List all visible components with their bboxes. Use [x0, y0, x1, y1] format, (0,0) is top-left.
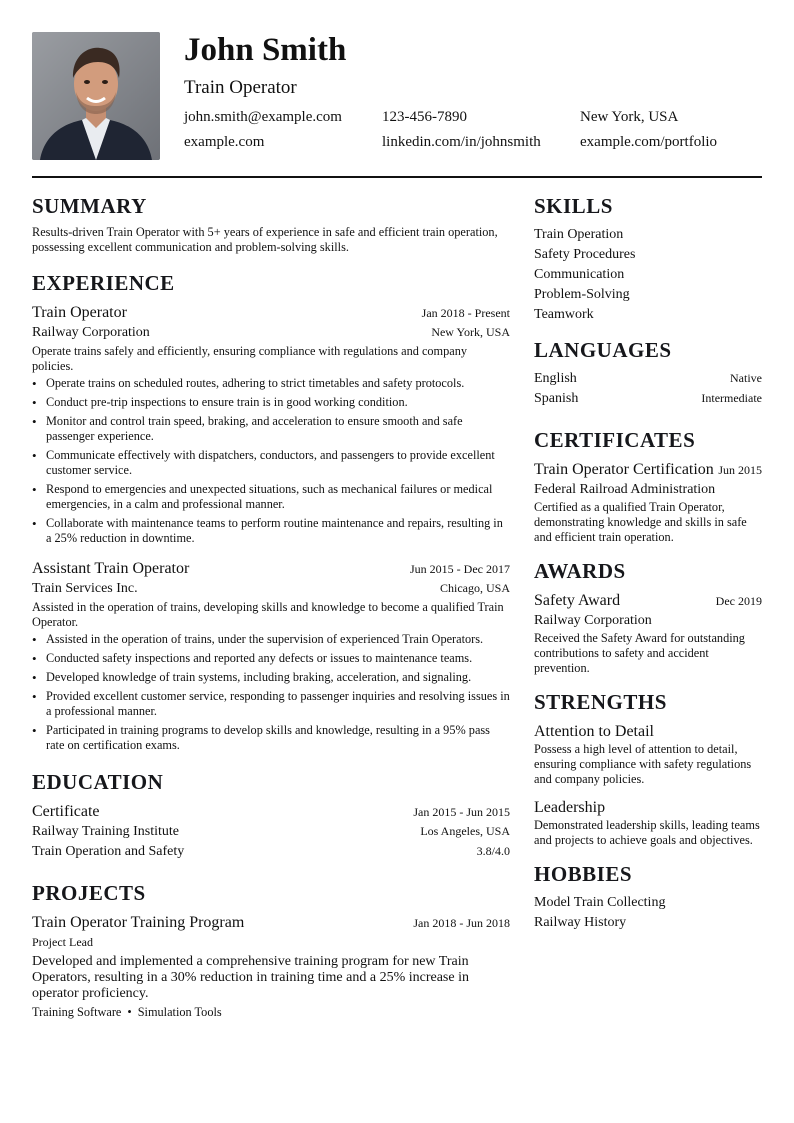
- list-item: • Operate trains on scheduled routes, adhering to strict timetables and safety protocols.: [32, 376, 510, 391]
- summary-text: Results-driven Train Operator with 5+ years of experience in safe and efficient train operation, possessing excellent communication and problem-solving skills.: [32, 225, 498, 254]
- list-item: • Collaborate with maintenance teams to perform routine maintenance and repairs, resulting in a 25% reduction in downtime.: [32, 516, 510, 546]
- contact-location: New York, USA: [580, 109, 679, 125]
- list-item: • Provided excellent customer service, responding to passenger inquiries and resolving issues in a professional manner.: [32, 689, 510, 719]
- strength-name: Leadership: [534, 799, 606, 816]
- award-name: Safety Award: [534, 592, 621, 609]
- job-role: Assistant Train Operator: [32, 560, 190, 577]
- project-dates: Jan 2018 - Jun 2018: [413, 916, 510, 930]
- education-entry: [32, 801, 510, 862]
- language-level: Native: [730, 371, 762, 385]
- job-location: New York, USA: [431, 325, 510, 339]
- hobbies-heading: HOBBIES: [534, 862, 633, 886]
- education-degree: Certificate: [32, 803, 100, 820]
- profile-photo: [32, 32, 160, 160]
- language-row: [534, 369, 762, 389]
- education-dates: Jan 2015 - Jun 2015: [413, 805, 510, 819]
- skills-heading: SKILLS: [534, 194, 613, 218]
- experience-heading: EXPERIENCE: [32, 271, 175, 295]
- job-bullets: [32, 632, 510, 753]
- job-location: Chicago, USA: [440, 581, 510, 595]
- award-issuer: Railway Corporation: [534, 613, 652, 628]
- hobby-item: Model Train Collecting: [534, 895, 666, 910]
- job-dates: Jun 2015 - Dec 2017: [410, 562, 510, 576]
- project-tag: Training Software: [32, 1005, 122, 1019]
- job-role: Train Operator: [32, 304, 127, 321]
- job-entry: [32, 558, 510, 753]
- list-item: • Communicate effectively with dispatchers, conductors, and passengers to provide excellent customer service.: [32, 448, 510, 478]
- job-company: Railway Corporation: [32, 325, 150, 340]
- header-divider: [32, 176, 762, 178]
- education-field: Train Operation and Safety: [32, 844, 185, 859]
- summary-heading: SUMMARY: [32, 194, 147, 218]
- left-column: [32, 193, 510, 1020]
- candidate-name: John Smith: [184, 32, 347, 68]
- strength-name: Attention to Detail: [534, 723, 654, 740]
- hobbies-list: [534, 893, 762, 933]
- job-bullets: [32, 376, 510, 546]
- contact-linkedin[interactable]: linkedin.com/in/johnsmith: [382, 134, 541, 150]
- projects-heading: PROJECTS: [32, 881, 146, 905]
- right-column: [534, 193, 762, 933]
- language-row: [534, 389, 762, 409]
- certificate-name: Train Operator Certification: [534, 461, 714, 478]
- project-description: Developed and implemented a comprehensive training program for new Train Operators, resulting in a 30% reduction in training time and a 25% increase in operator proficiency.: [32, 954, 469, 1001]
- certificate-description: Certified as a qualified Train Operator, demonstrating knowledge and skills in safe and efficient train operation.: [534, 500, 747, 544]
- education-gpa: 3.8/4.0: [476, 844, 510, 858]
- language-level: Intermediate: [701, 391, 762, 405]
- job-company: Train Services Inc.: [32, 581, 138, 596]
- award-date: Dec 2019: [715, 594, 762, 608]
- strength-description: Possess a high level of attention to detail, ensuring compliance with safety regulations and company policies.: [534, 742, 752, 786]
- education-heading: EDUCATION: [32, 770, 164, 794]
- hobby-item: Railway History: [534, 915, 627, 930]
- list-item: • Monitor and control train speed, braking, and acceleration to ensure smooth and safe passenger experience.: [32, 414, 510, 444]
- avatar-illustration: [32, 32, 160, 160]
- project-role: Project Lead: [32, 935, 93, 949]
- contact-info: [184, 108, 764, 151]
- skill-item: Safety Procedures: [534, 247, 636, 262]
- contact-portfolio[interactable]: example.com/portfolio: [580, 134, 718, 150]
- list-item: • Conducted safety inspections and reported any defects or issues to maintenance teams.: [32, 651, 510, 666]
- list-item: • Respond to emergencies and unexpected situations, such as mechanical failures or medical emergencies, in a calm and professional manner.: [32, 482, 510, 512]
- award-description: Received the Safety Award for outstanding contributions to safety and accident prevention.: [534, 631, 745, 675]
- award-entry: [534, 590, 762, 676]
- contact-email[interactable]: john.smith@example.com: [184, 109, 342, 125]
- project-tags: [32, 1005, 510, 1020]
- skills-list: [534, 225, 762, 325]
- project-tag: Simulation Tools: [137, 1005, 222, 1019]
- awards-heading: AWARDS: [534, 559, 626, 583]
- contact-phone: 123-456-7890: [382, 109, 467, 125]
- job-entry: [32, 302, 510, 546]
- list-item: • Assisted in the operation of trains, under the supervision of experienced Train Operators.: [32, 632, 510, 647]
- project-name: Train Operator Training Program: [32, 914, 245, 931]
- certificates-heading: CERTIFICATES: [534, 428, 696, 452]
- list-item: • Conduct pre-trip inspections to ensure train is in good working condition.: [32, 395, 510, 410]
- job-description: Assisted in the operation of trains, developing skills and knowledge to become a qualified Train Operator.: [32, 600, 504, 629]
- project-entry: [32, 912, 510, 1020]
- certificate-date: Jun 2015: [718, 463, 762, 477]
- list-item: • Developed knowledge of train systems, including braking, acceleration, and signaling.: [32, 670, 510, 685]
- languages-heading: LANGUAGES: [534, 338, 672, 362]
- strength-description: Demonstrated leadership skills, leading teams and projects to achieve goals and objectives.: [534, 818, 760, 847]
- languages-list: [534, 369, 762, 409]
- contact-website[interactable]: example.com: [184, 134, 265, 150]
- list-item: • Participated in training programs to develop skills and knowledge, resulting in a 95% pass rate on certification exams.: [32, 723, 510, 753]
- strength-entry: [534, 721, 762, 787]
- strength-entry: [534, 797, 762, 848]
- job-description: Operate trains safely and efficiently, ensuring compliance with regulations and company policies.: [32, 344, 468, 373]
- education-location: Los Angeles, USA: [420, 824, 510, 838]
- certificate-issuer: Federal Railroad Administration: [534, 482, 716, 497]
- skill-item: Communication: [534, 267, 625, 282]
- education-school: Railway Training Institute: [32, 824, 179, 839]
- language-name: English: [534, 371, 577, 386]
- skill-item: Teamwork: [534, 307, 594, 322]
- certificate-entry: [534, 459, 762, 545]
- language-name: Spanish: [534, 391, 579, 406]
- skill-item: Train Operation: [534, 227, 624, 242]
- job-dates: Jan 2018 - Present: [421, 306, 510, 320]
- strengths-heading: STRENGTHS: [534, 690, 667, 714]
- candidate-title: Train Operator: [184, 77, 297, 98]
- tag-separator: •: [127, 1005, 132, 1019]
- skill-item: Problem-Solving: [534, 287, 630, 302]
